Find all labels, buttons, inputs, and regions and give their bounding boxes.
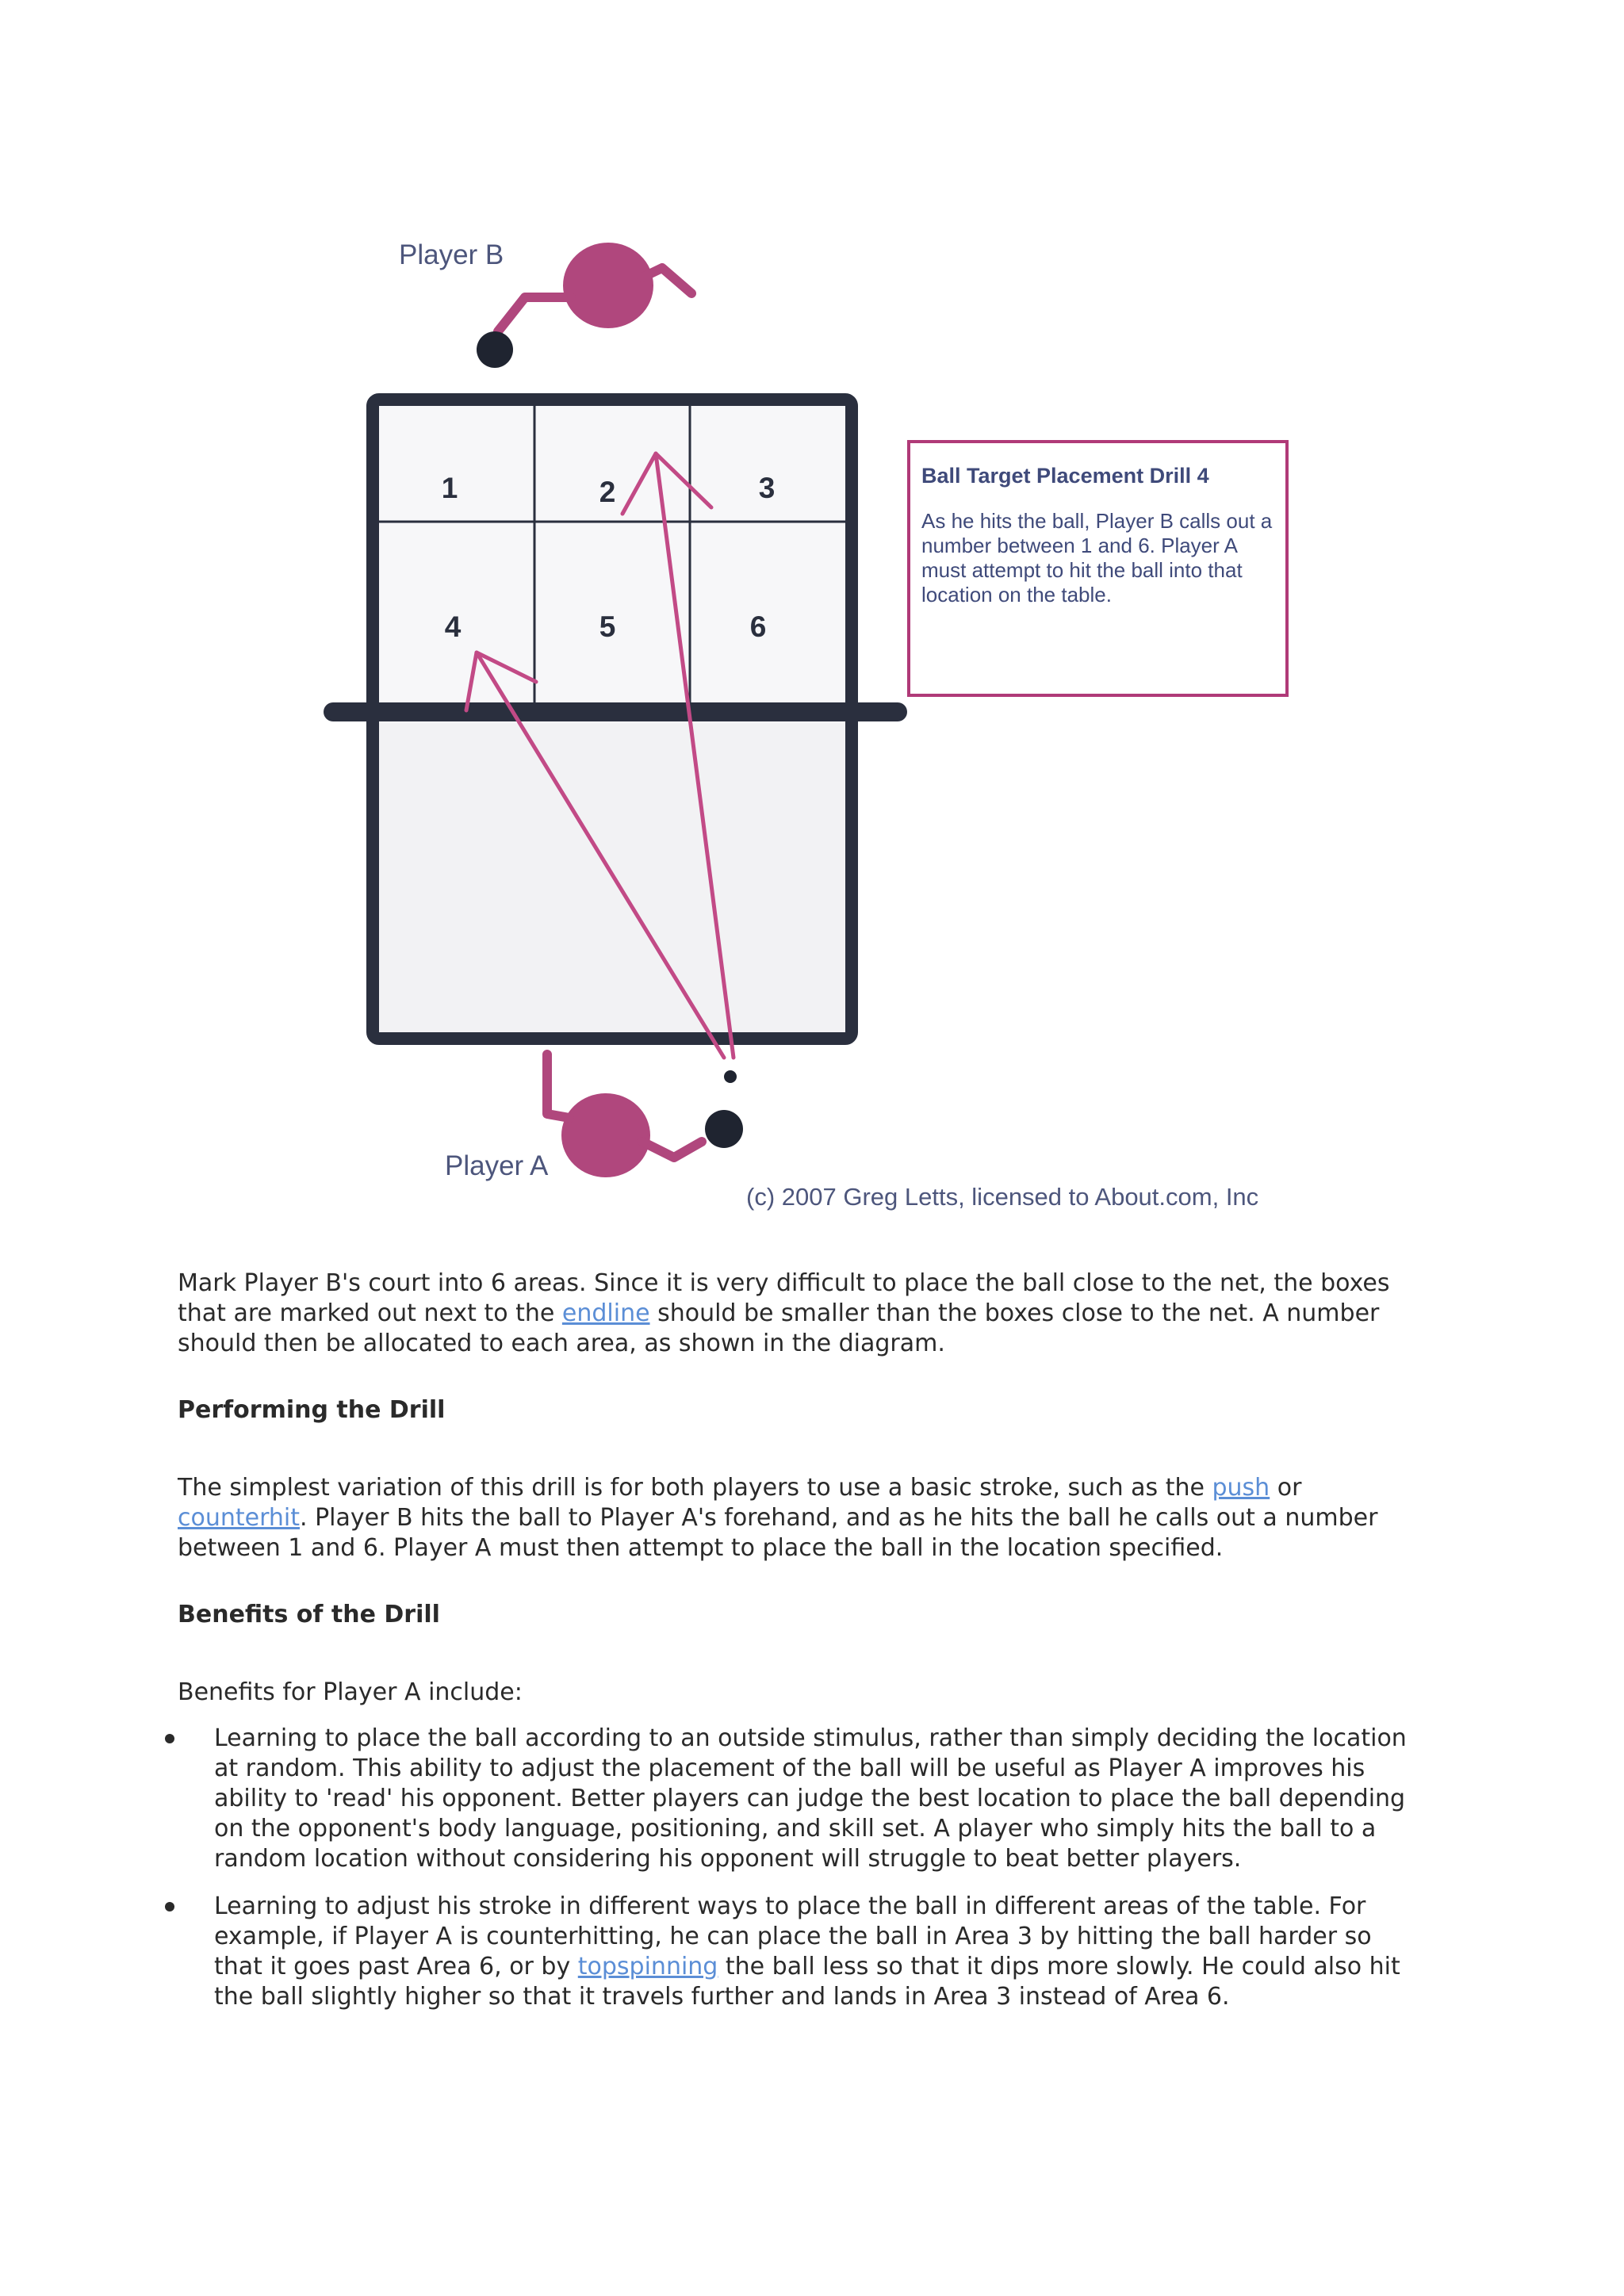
link-counterhit[interactable]: counterhit <box>178 1504 301 1532</box>
bullet-icon <box>165 1734 174 1743</box>
zone-4: 4 <box>444 610 462 643</box>
zone-1: 1 <box>441 472 458 504</box>
player-b-figure <box>477 243 691 368</box>
ball <box>724 1070 737 1083</box>
player-a-label: Player A <box>445 1150 549 1181</box>
performing-text-3: . Player B hits the ball to Player A's forehand, and as he hits the ball he calls out a number between 1 and 6. Player A must then attempt to place the ball in the location specified. <box>178 1504 1378 1562</box>
copyright-credit: (c) 2007 Greg Letts, licensed to About.com, Inc <box>746 1183 1259 1211</box>
intro-paragraph <box>178 1269 1423 1359</box>
player-a-paddle <box>705 1110 743 1148</box>
player-a-figure <box>547 1054 743 1177</box>
performing-paragraph <box>178 1473 1423 1563</box>
performing-text-1: The simplest variation of this drill is for both players to use a basic stroke, such as the <box>178 1474 1212 1502</box>
heading-benefits: Benefits of the Drill <box>178 1601 440 1628</box>
article-body <box>178 1269 1423 2030</box>
intro-text-1: Mark Player B's court into 6 areas. Since it is very difficult to place the ball close to the net, the boxes that are marked out next to the <box>178 1269 1390 1327</box>
benefits-list <box>178 1724 1423 2012</box>
benefits-intro: Benefits for Player A include: <box>178 1678 523 1706</box>
drill-info-text: As he hits the ball, Player B calls out a number between 1 and 6. Player A must attempt to hit the ball into that location on the table. <box>921 509 1273 607</box>
bullet-icon <box>165 1902 174 1911</box>
bullet-2-text-2: the ball less so that it dips more slowly. He could also hit the ball slightly higher so that it travels further and lands in Area 3 instead of Area 6. <box>214 1953 1400 2011</box>
link-topspinning[interactable]: topspinning <box>577 1953 718 1980</box>
zone-3: 3 <box>758 472 776 504</box>
list-item <box>214 1892 1423 2012</box>
performing-text-2: or <box>1270 1474 1302 1502</box>
drill-info-box <box>907 440 1289 697</box>
list-item <box>214 1724 1423 1874</box>
zone-5: 5 <box>599 610 616 643</box>
heading-performing: Performing the Drill <box>178 1396 446 1424</box>
zone-6: 6 <box>749 610 767 643</box>
bullet-1-text: Learning to place the ball according to an outside stimulus, rather than simply deciding the location at random. This ability to adjust the placement of the ball will be useful as Player A improves his ability to 'read' his opponent. Better players can judge the best location to place the ball depending on the opponent's body language, positioning, and skill set. A player who simply hits the ball to a random location without considering his opponent will struggle to beat better players. <box>214 1724 1407 1873</box>
player-b-paddle <box>477 331 513 368</box>
zone-2: 2 <box>599 476 616 508</box>
link-endline[interactable]: endline <box>561 1299 650 1327</box>
link-push[interactable]: push <box>1212 1474 1270 1502</box>
player-b-label: Player B <box>399 239 504 270</box>
drill-info-title: Ball Target Placement Drill 4 <box>921 464 1209 488</box>
intro-text-2: should be smaller than the boxes close to the net. A number should then be allocated to each area, as shown in the diagram. <box>178 1299 1380 1357</box>
bullet-2-text-1: Learning to adjust his stroke in different ways to place the ball in different areas of the table. For example, if Player A is counterhitting, he can place the ball in Area 3 by hitting the ball harder so that it goes past Area 6, or by <box>214 1892 1372 1980</box>
